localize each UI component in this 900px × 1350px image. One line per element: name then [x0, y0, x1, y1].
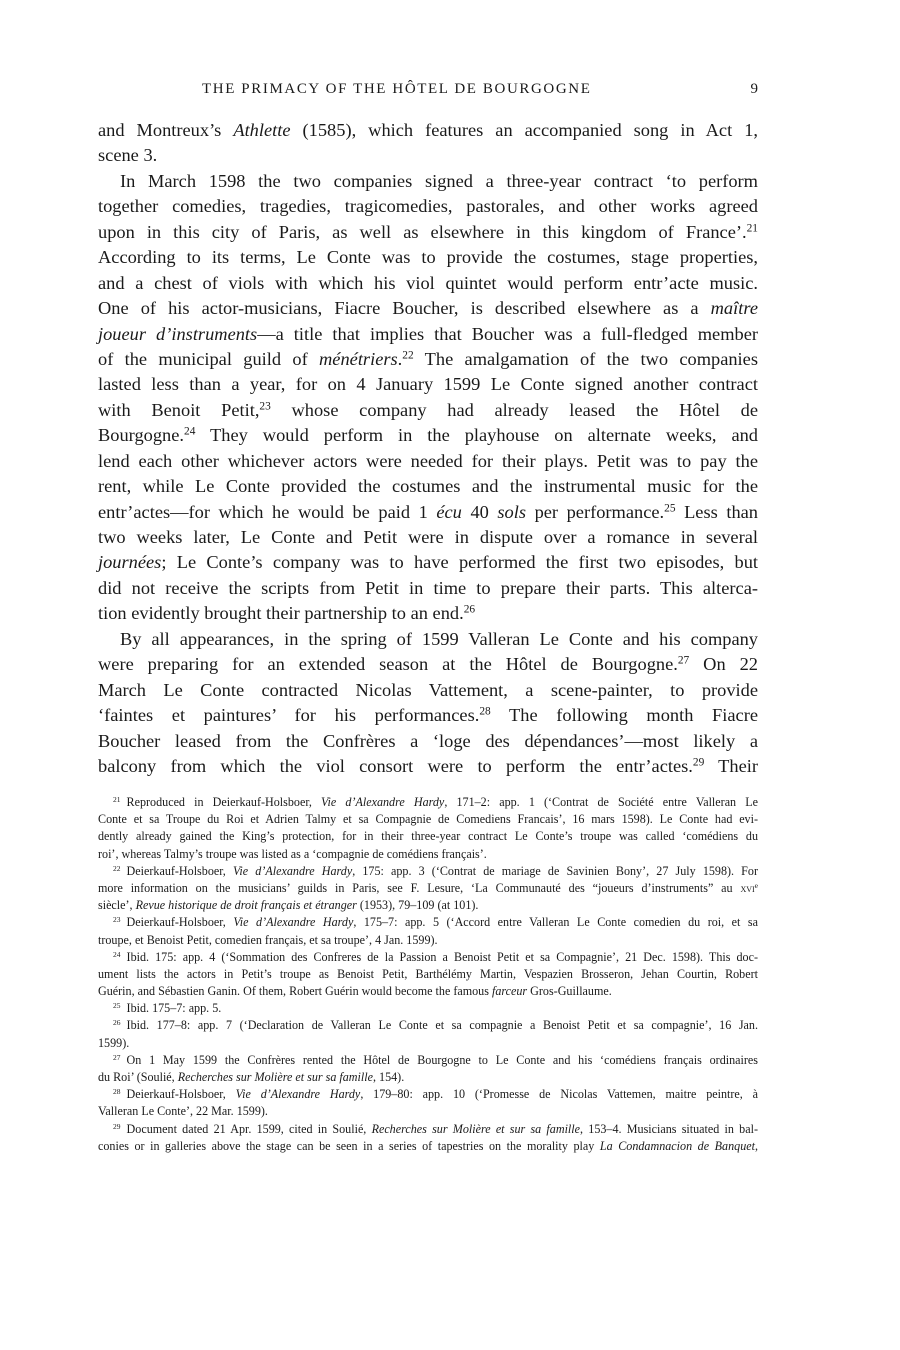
note-reference: 22 [402, 349, 414, 362]
text-run: Ibid. 175–7: app. 5. [126, 1001, 222, 1016]
footnote-line [98, 932, 758, 949]
text-run: , 175: app. 3 (‘Contrat de mariage de Savinien Bony’, 27 July 1598). For [352, 863, 758, 878]
footnote-line [98, 828, 758, 845]
text-run: and a chest of viols with which his viol quintet would perform entr’acte music. [98, 272, 758, 293]
text-run: more information on the musicians’ guilds in Paris, see F. Lesure, ‘La Communauté des “joueurs d’instruments” au [98, 880, 741, 895]
text-run: March Le Conte contracted Nicolas Vattement, a scene-painter, to provide [98, 679, 758, 700]
text-run: tion evidently brought their partnership to an end. [98, 603, 464, 624]
text-run: One of his actor-musicians, Fiacre Boucher, is described elsewhere as a [98, 298, 711, 319]
italic-text: sols [497, 501, 527, 522]
footnote-22 [98, 863, 758, 915]
text-run: with Benoit Petit, [98, 399, 260, 420]
text-line [98, 729, 758, 754]
text-run: 40 [461, 501, 498, 522]
body-text [98, 118, 758, 779]
text-line [98, 169, 758, 194]
footnote-number: 25 [113, 1001, 121, 1011]
footnote-number: 23 [113, 915, 121, 925]
text-line [98, 601, 758, 626]
running-head [98, 81, 758, 103]
footnote-line [98, 880, 758, 897]
footnote-25 [98, 1000, 758, 1017]
text-run: siècle’, [98, 898, 136, 913]
footnote-line [98, 914, 758, 931]
italic-text: Vie d’Alexandre Hardy [321, 795, 445, 809]
text-run: conies or in galleries above the stage can be seen in a series of tapestries on the morality play [98, 1138, 600, 1153]
text-run: Gros-Guillaume. [527, 984, 612, 999]
text-run: Guérin, and Sébastien Ganin. Of them, Robert Guérin would become the famous [98, 984, 492, 999]
text-run: —a title that implies that Boucher was a full-fledged member [257, 323, 759, 344]
text-run: Conte et sa Troupe du Roi et Adrien Talmy et sa Compagnie de Comediens Francais’, 16 mars 1598). Le Conte had evi- [98, 812, 758, 827]
text-run: On 22 [689, 654, 758, 675]
footnote-number: 22 [113, 863, 121, 873]
text-run: 1599). [98, 1035, 130, 1050]
paragraph [98, 627, 758, 780]
footnote-line [98, 966, 758, 983]
text-run: du Roi’ (Soulié, [98, 1070, 178, 1084]
italic-text: maître [710, 298, 758, 319]
text-line [98, 372, 758, 397]
text-line [98, 525, 758, 550]
text-line [98, 347, 758, 372]
footnote-line [98, 811, 758, 828]
text-line [98, 220, 758, 245]
text-run: The amalgamation of the two companies [413, 348, 758, 369]
footnote-line [98, 846, 758, 863]
text-run: roi’, whereas Talmy’s troupe was listed as a ‘compagnie de comédiens français’. [98, 846, 487, 861]
footnote-number: 24 [113, 949, 121, 959]
footnote-28 [98, 1086, 758, 1120]
text-run: On 1 May 1599 the Confrères rented the Hôtel de Bourgogne to Le Conte and his ‘comédiens français ordinaires [126, 1052, 758, 1067]
italic-text: La Condamnacion de Banquet [599, 1138, 755, 1153]
note-reference: 25 [664, 502, 676, 515]
text-run: were preparing for an extended season at the Hôtel de Bourgogne. [98, 654, 678, 675]
text-run: Ibid. 175: app. 4 (‘Sommation des Confreres de la Passion a Benoist Petit et sa Compagnie’, 21 Dec. 1598). This doc- [126, 949, 758, 964]
footnote-number: 21 [113, 794, 121, 804]
text-line [98, 398, 758, 423]
note-reference: 29 [692, 756, 705, 769]
text-run: (1585), which features an accompanied song in Act 1, [290, 120, 758, 140]
italic-text: Vie d’Alexandre Hardy [233, 915, 354, 930]
text-line [98, 550, 758, 575]
text-line [98, 576, 758, 601]
footnote-line [98, 1121, 758, 1138]
footnotes [98, 794, 758, 1155]
text-line [98, 322, 758, 347]
text-run: The following month Fiacre [490, 705, 758, 726]
paragraph [98, 118, 758, 169]
text-run: According to its terms, Le Conte was to provide the costumes, stage properties, [98, 247, 758, 268]
footnote-24 [98, 949, 758, 1001]
text-run: Deierkauf-Holsboer, [126, 1087, 236, 1102]
italic-text: Recherches sur Molière et sur sa famille [177, 1070, 373, 1084]
footnote-line [98, 897, 758, 914]
text-run: ‘faintes et paintures’ for his performances. [98, 705, 480, 726]
text-run: , 179–80: app. 10 (‘Promesse de Nicolas Vattemen, maitre peintre, à [360, 1087, 759, 1102]
footnote-line [98, 794, 758, 811]
note-reference: 23 [259, 400, 271, 413]
text-run: Deierkauf-Holsboer, [126, 915, 234, 930]
footnote-line [98, 1086, 758, 1103]
text-run: scene 3. [98, 145, 158, 166]
italic-text: Revue historique de droit français et étranger [135, 898, 357, 913]
footnote-27 [98, 1052, 758, 1086]
text-run: Deierkauf-Holsboer, [126, 863, 233, 878]
footnote-line [98, 1069, 758, 1086]
note-reference: 24 [184, 425, 196, 438]
footnote-line [98, 949, 758, 966]
text-line [98, 118, 758, 143]
text-line [98, 143, 758, 168]
footnote-line [98, 1052, 758, 1069]
text-run: entr’actes—for which he would be paid 1 [98, 501, 437, 522]
text-run: troupe, et Benoist Petit, comedien français, et sa troupe’, 4 Jan. 1599). [98, 932, 438, 947]
italic-text: ménétriers [319, 348, 398, 369]
footnote-number: 27 [113, 1052, 121, 1062]
footnote-line [98, 1017, 758, 1034]
text-run: Boucher leased from the Confrères a ‘loge des dépendances’—most likely a [98, 730, 758, 751]
text-line [98, 678, 758, 703]
text-run: upon in this city of Paris, as well as elsewhere in this kingdom of France’. [98, 221, 747, 242]
text-line [98, 245, 758, 270]
note-reference: 28 [479, 705, 491, 718]
footnote-29 [98, 1121, 758, 1155]
footnote-number: 28 [113, 1087, 121, 1097]
text-line [98, 652, 758, 677]
note-reference: e [754, 880, 758, 890]
text-run: rent, while Le Conte provided the costumes and the instrumental music for the [98, 476, 758, 497]
text-run: per performance. [526, 501, 665, 522]
italic-text: joueur d’instruments [98, 323, 258, 344]
text-run: (1953), 79–109 (at 101). [356, 898, 479, 913]
text-run: Less than [675, 501, 758, 522]
text-run: By all appearances, in the spring of 1599 Valleran Le Conte and his company [120, 628, 758, 649]
text-run: did not receive the scripts from Petit in time to prepare their parts. This alterca- [98, 577, 758, 598]
text-run: Valleran Le Conte’, 22 Mar. 1599). [98, 1104, 268, 1119]
note-reference: 26 [463, 604, 476, 617]
text-line [98, 194, 758, 219]
italic-text: Athlette [233, 120, 291, 140]
italic-text: journées [98, 552, 162, 573]
text-line [98, 271, 758, 296]
text-run: two weeks later, Le Conte and Petit were in dispute over a romance in several [98, 527, 758, 547]
text-run: In March 1598 the two companies signed a three-year contract ‘to perform [120, 170, 758, 191]
text-run: ; Le Conte’s company was to have performed the first two episodes, but [161, 552, 758, 573]
text-run: whose company had already leased the Hôtel de [270, 399, 758, 420]
text-run: lasted less than a year, for on 4 January 1599 Le Conte signed another contract [98, 374, 758, 395]
text-line [98, 423, 758, 448]
text-run: , [754, 1138, 758, 1153]
italic-text: Vie d’Alexandre Hardy [232, 863, 353, 878]
paragraph [98, 169, 758, 627]
text-line [98, 703, 758, 728]
text-run: of the municipal guild of [98, 348, 320, 369]
text-run: together comedies, tragedies, tragicomedies, pastorales, and other works agreed [98, 196, 758, 217]
text-run: , 171–2: app. 1 (‘Contrat de Société entre Valleran Le [444, 795, 758, 809]
footnote-number: 26 [113, 1018, 121, 1028]
text-run: Ibid. 177–8: app. 7 (‘Declaration de Valleran Le Conte et sa compagnie a Benoist Petit et sa compagnie’, 16 Jan. [126, 1018, 758, 1033]
page-number: 9 [750, 81, 758, 97]
italic-text: farceur [491, 984, 528, 999]
text-line [98, 449, 758, 474]
footnote-line [98, 983, 758, 1000]
text-run: . [397, 348, 403, 369]
italic-text: Recherches sur Molière et sur sa famille [371, 1121, 581, 1136]
footnote-line [98, 863, 758, 880]
small-caps-text: xvi [740, 880, 755, 895]
text-line [98, 474, 758, 499]
text-run: and Montreux’s [98, 120, 234, 140]
footnote-number: 29 [113, 1121, 121, 1131]
text-run: dently already gained the King’s protection, for in their three-year contract Le Conte’s troupe was called ‘comédiens du [98, 829, 758, 844]
text-run: lend each other whichever actors were needed for their plays. Petit was to pay the [98, 450, 758, 471]
text-line [98, 500, 758, 525]
text-run: Document dated 21 Apr. 1599, cited in Soulié, [126, 1121, 372, 1136]
text-run: Their [704, 755, 759, 776]
text-line [98, 754, 758, 779]
footnote-23 [98, 914, 758, 948]
footnote-line [98, 1138, 758, 1155]
italic-text: Vie d’Alexandre Hardy [235, 1087, 361, 1102]
note-reference: 27 [677, 654, 690, 667]
footnote-21 [98, 794, 758, 863]
note-reference: 21 [746, 222, 758, 235]
text-run: , 154). [372, 1070, 405, 1084]
text-line [98, 296, 758, 321]
text-line [98, 627, 758, 652]
text-run: Reproduced in Deierkauf-Holsboer, [126, 795, 322, 809]
italic-text: écu [436, 501, 462, 522]
running-title: THE PRIMACY OF THE HÔTEL DE BOURGOGNE [202, 81, 592, 97]
text-run: ument lists the actors in Petit’s troupe as Benoist Petit, Barthélémy Martin, Vespazien Brosseron, Jehan Courtin, Robert [98, 966, 758, 981]
footnote-line [98, 1000, 758, 1017]
text-run: balcony from which the viol consort were to perform the entr’actes. [98, 755, 693, 776]
footnote-line [98, 1035, 758, 1052]
text-run: , 175–7: app. 5 (‘Accord entre Valleran Le Conte comedien du roi, et sa [353, 915, 758, 930]
text-run: Bourgogne. [98, 425, 184, 446]
text-run: , 153–4. Musicians situated in bal- [580, 1121, 758, 1136]
footnote-line [98, 1103, 758, 1120]
footnote-26 [98, 1017, 758, 1051]
text-run: They would perform in the playhouse on alternate weeks, and [195, 425, 758, 446]
